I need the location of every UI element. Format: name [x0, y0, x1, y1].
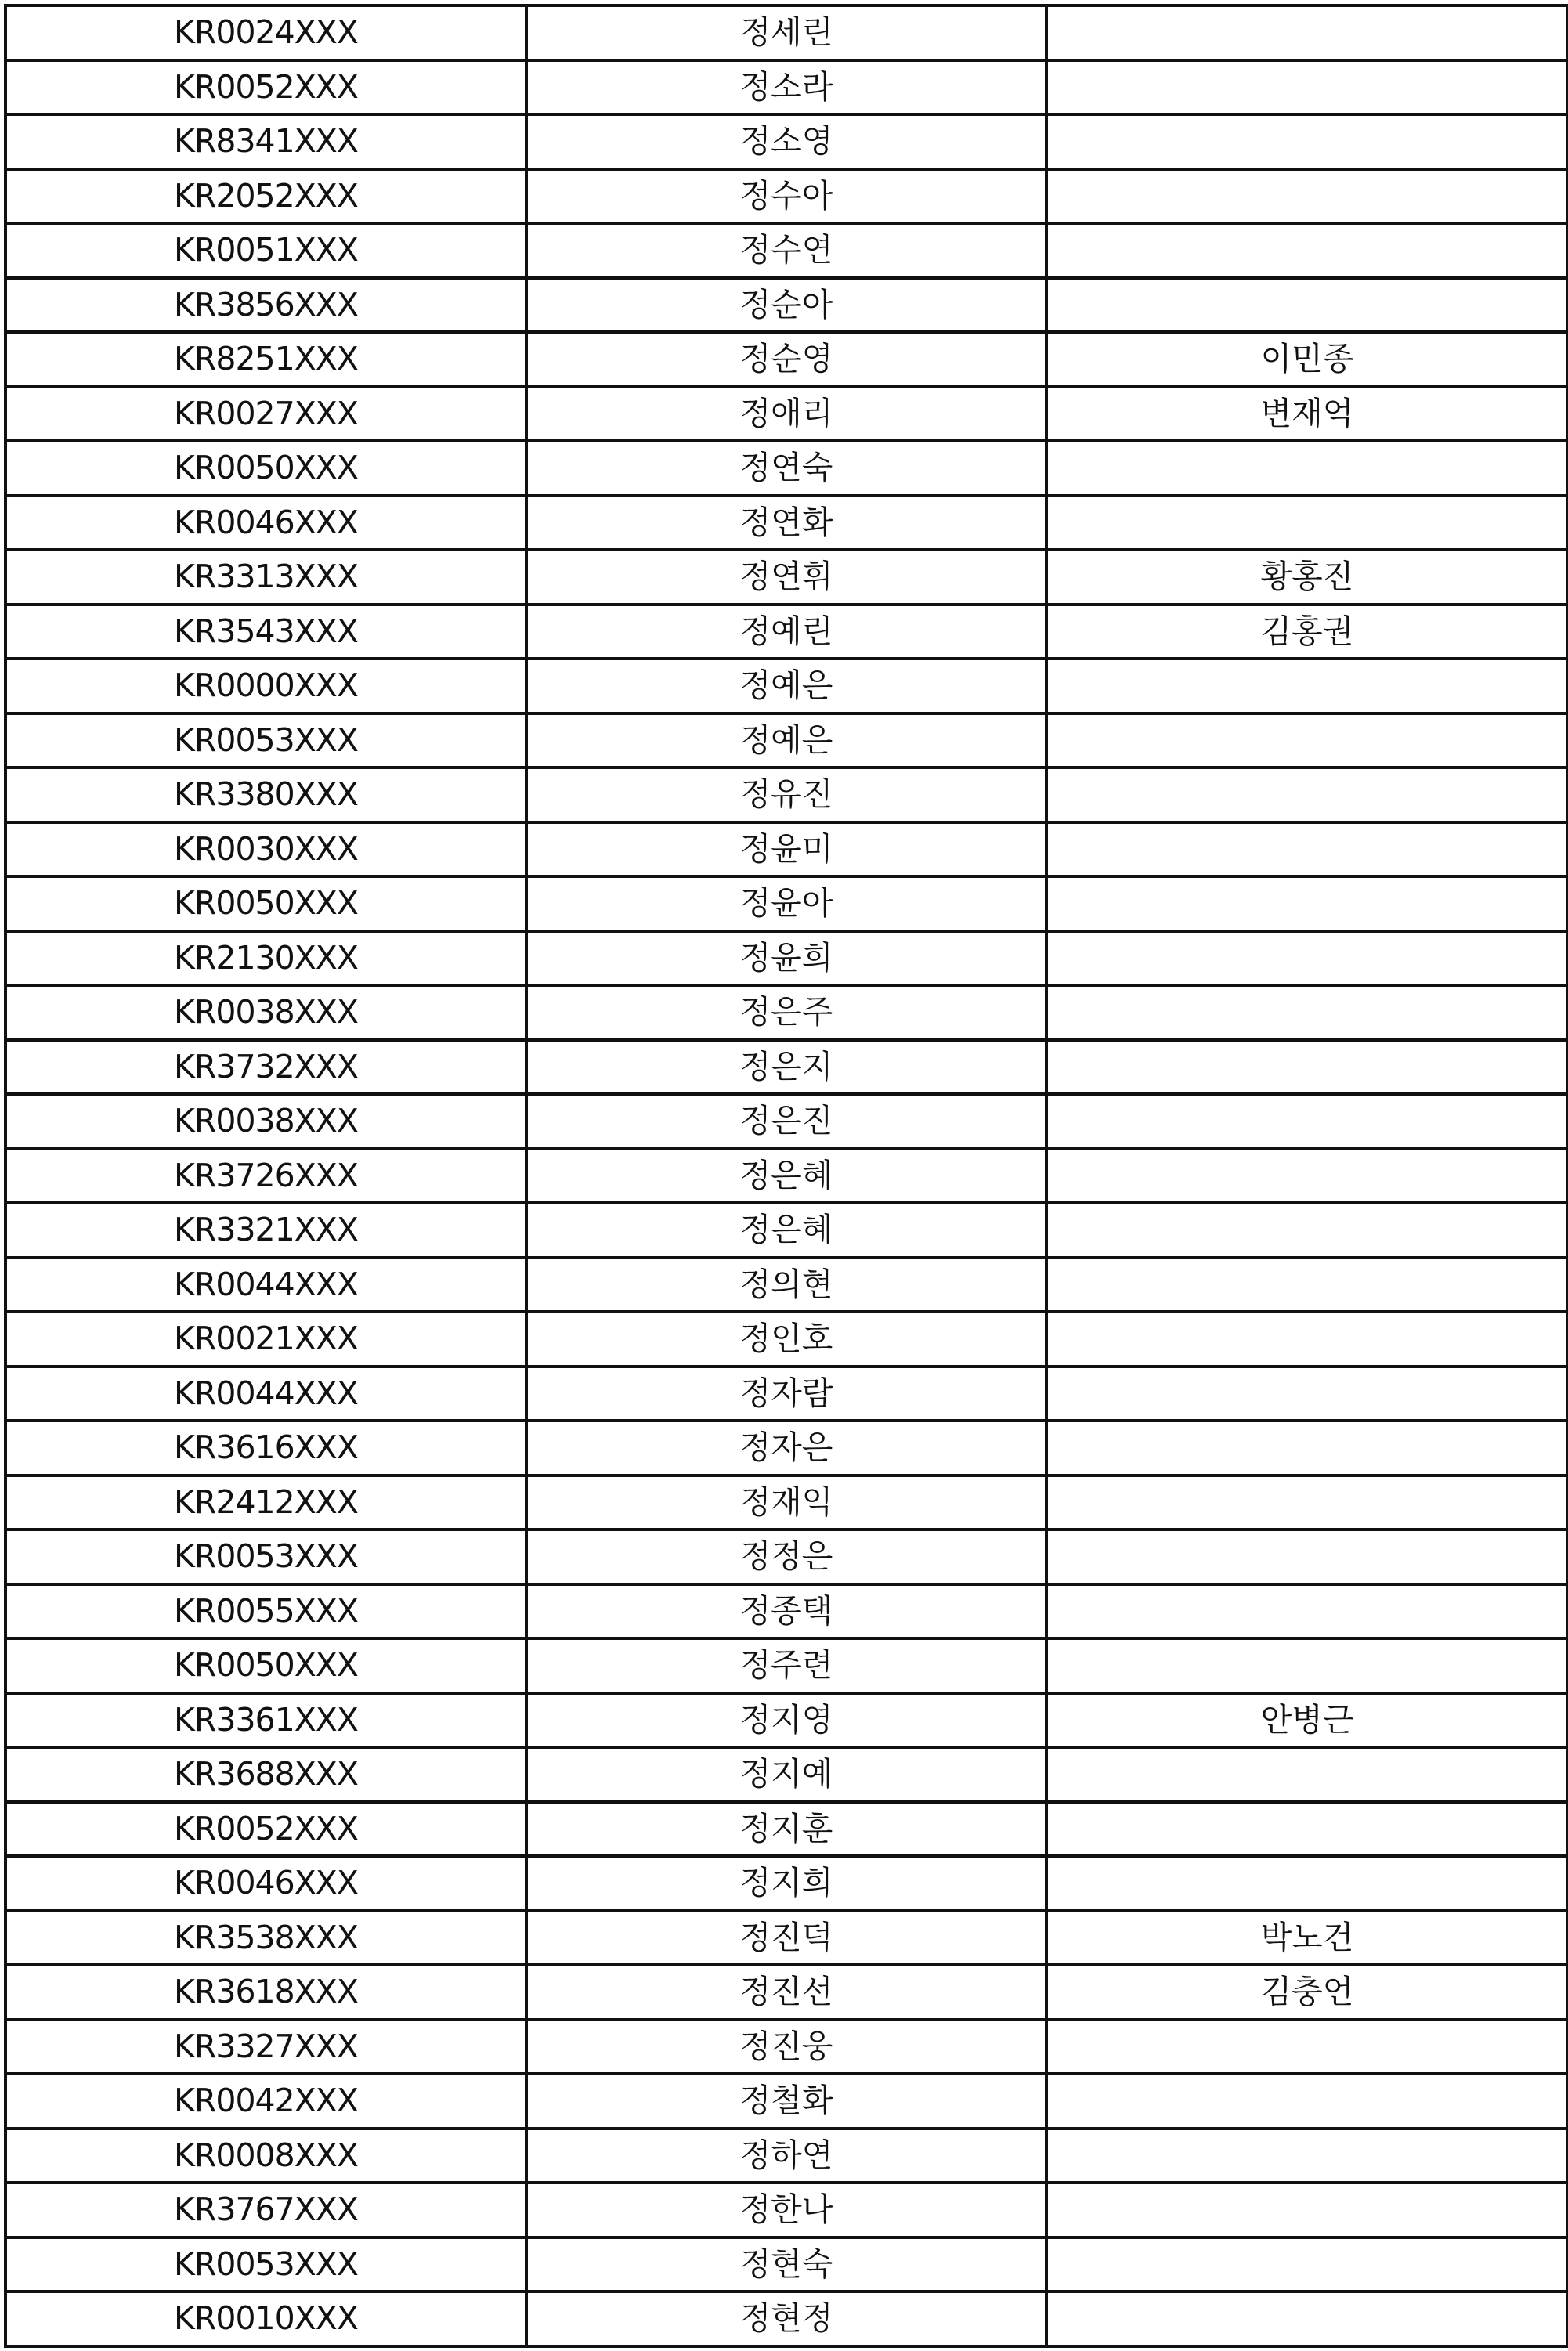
name-cell: 정재익 — [526, 1475, 1046, 1530]
table-row — [5, 2129, 1568, 2183]
reference-cell — [1046, 767, 1568, 822]
name-cell: 정종택 — [526, 1584, 1046, 1639]
code-cell: KR3538XXX — [5, 1911, 526, 1966]
reference-cell: 변재억 — [1046, 387, 1568, 442]
name-cell: 정예은 — [526, 659, 1046, 713]
code-cell: KR0008XXX — [5, 2129, 526, 2183]
reference-cell — [1046, 1475, 1568, 1530]
reference-cell — [1046, 931, 1568, 986]
table-row — [5, 2237, 1568, 2292]
table-row — [5, 169, 1568, 224]
table-row — [5, 1747, 1568, 1802]
reference-cell — [1046, 1856, 1568, 1911]
code-cell: KR0044XXX — [5, 1367, 526, 1421]
code-cell: KR0052XXX — [5, 60, 526, 115]
code-cell: KR3361XXX — [5, 1693, 526, 1748]
code-cell: KR0038XXX — [5, 1094, 526, 1149]
reference-cell — [1046, 713, 1568, 768]
reference-cell: 박노건 — [1046, 1911, 1568, 1966]
reference-cell — [1046, 2074, 1568, 2129]
table-row — [5, 876, 1568, 931]
code-cell: KR0024XXX — [5, 5, 526, 60]
reference-cell — [1046, 985, 1568, 1040]
code-cell: KR3856XXX — [5, 278, 526, 333]
name-cell: 정세린 — [526, 5, 1046, 60]
table-row — [5, 822, 1568, 877]
name-cell: 정윤미 — [526, 822, 1046, 877]
table-row — [5, 1965, 1568, 2020]
name-cell: 정애리 — [526, 387, 1046, 442]
table-row — [5, 2183, 1568, 2237]
name-cell: 정은진 — [526, 1094, 1046, 1149]
name-cell: 정예은 — [526, 713, 1046, 768]
table-row — [5, 605, 1568, 659]
code-cell: KR3732XXX — [5, 1040, 526, 1095]
table-row — [5, 1367, 1568, 1421]
table-row — [5, 659, 1568, 713]
name-cell: 정지훈 — [526, 1802, 1046, 1857]
code-cell: KR0051XXX — [5, 223, 526, 278]
table-row — [5, 713, 1568, 768]
table-row — [5, 496, 1568, 551]
name-cell: 정수아 — [526, 169, 1046, 224]
reference-cell — [1046, 496, 1568, 551]
roster-table — [4, 4, 1568, 2348]
name-cell: 정소영 — [526, 114, 1046, 169]
reference-cell — [1046, 659, 1568, 713]
reference-cell — [1046, 1802, 1568, 1857]
code-cell: KR3618XXX — [5, 1965, 526, 2020]
code-cell: KR0044XXX — [5, 1258, 526, 1313]
table-row — [5, 387, 1568, 442]
table-row — [5, 1094, 1568, 1149]
code-cell: KR0038XXX — [5, 985, 526, 1040]
name-cell: 정은혜 — [526, 1149, 1046, 1204]
name-cell: 정현정 — [526, 2291, 1046, 2346]
name-cell: 정윤아 — [526, 876, 1046, 931]
reference-cell: 김홍권 — [1046, 605, 1568, 659]
name-cell: 정진덕 — [526, 1911, 1046, 1966]
reference-cell: 황홍진 — [1046, 550, 1568, 605]
table-row — [5, 1693, 1568, 1748]
table-row — [5, 278, 1568, 333]
reference-cell — [1046, 278, 1568, 333]
name-cell: 정지예 — [526, 1747, 1046, 1802]
code-cell: KR0050XXX — [5, 1638, 526, 1693]
name-cell: 정진웅 — [526, 2020, 1046, 2075]
code-cell: KR0050XXX — [5, 441, 526, 496]
name-cell: 정자은 — [526, 1421, 1046, 1475]
table-row — [5, 985, 1568, 1040]
table-row — [5, 1529, 1568, 1584]
code-cell: KR8341XXX — [5, 114, 526, 169]
code-cell: KR0055XXX — [5, 1584, 526, 1639]
table-row — [5, 767, 1568, 822]
table-row — [5, 114, 1568, 169]
reference-cell — [1046, 441, 1568, 496]
name-cell: 정연화 — [526, 496, 1046, 551]
code-cell: KR0030XXX — [5, 822, 526, 877]
name-cell: 정유진 — [526, 767, 1046, 822]
code-cell: KR0046XXX — [5, 496, 526, 551]
code-cell: KR0053XXX — [5, 1529, 526, 1584]
reference-cell — [1046, 2183, 1568, 2237]
document-page — [4, 4, 1566, 2348]
reference-cell — [1046, 1529, 1568, 1584]
name-cell: 정진선 — [526, 1965, 1046, 2020]
reference-cell — [1046, 2020, 1568, 2075]
code-cell: KR3313XXX — [5, 550, 526, 605]
reference-cell — [1046, 2291, 1568, 2346]
name-cell: 정예린 — [526, 605, 1046, 659]
table-row — [5, 2020, 1568, 2075]
reference-cell: 이민종 — [1046, 332, 1568, 387]
name-cell: 정순아 — [526, 278, 1046, 333]
name-cell: 정수연 — [526, 223, 1046, 278]
code-cell: KR8251XXX — [5, 332, 526, 387]
table-row — [5, 1802, 1568, 1857]
code-cell: KR3327XXX — [5, 2020, 526, 2075]
name-cell: 정은지 — [526, 1040, 1046, 1095]
reference-cell — [1046, 1638, 1568, 1693]
table-row — [5, 1475, 1568, 1530]
table-row — [5, 2291, 1568, 2346]
table-row — [5, 1421, 1568, 1475]
code-cell: KR0021XXX — [5, 1312, 526, 1367]
reference-cell — [1046, 2237, 1568, 2292]
code-cell: KR3380XXX — [5, 767, 526, 822]
reference-cell — [1046, 1421, 1568, 1475]
name-cell: 정은혜 — [526, 1203, 1046, 1258]
code-cell: KR3616XXX — [5, 1421, 526, 1475]
table-row — [5, 1911, 1568, 1966]
table-row — [5, 5, 1568, 60]
reference-cell — [1046, 1367, 1568, 1421]
name-cell: 정정은 — [526, 1529, 1046, 1584]
name-cell: 정철화 — [526, 2074, 1046, 2129]
code-cell: KR0027XXX — [5, 387, 526, 442]
table-row — [5, 1203, 1568, 1258]
name-cell: 정의현 — [526, 1258, 1046, 1313]
reference-cell — [1046, 5, 1568, 60]
table-row — [5, 1856, 1568, 1911]
name-cell: 정한나 — [526, 2183, 1046, 2237]
code-cell: KR0000XXX — [5, 659, 526, 713]
table-row — [5, 1638, 1568, 1693]
table-row — [5, 2074, 1568, 2129]
reference-cell — [1046, 1149, 1568, 1204]
reference-cell — [1046, 2129, 1568, 2183]
table-row — [5, 1149, 1568, 1204]
name-cell: 정인호 — [526, 1312, 1046, 1367]
table-row — [5, 223, 1568, 278]
table-row — [5, 1584, 1568, 1639]
code-cell: KR2412XXX — [5, 1475, 526, 1530]
table-row — [5, 441, 1568, 496]
name-cell: 정하연 — [526, 2129, 1046, 2183]
reference-cell — [1046, 1747, 1568, 1802]
table-row — [5, 1040, 1568, 1095]
name-cell: 정지희 — [526, 1856, 1046, 1911]
reference-cell: 안병근 — [1046, 1693, 1568, 1748]
name-cell: 정윤희 — [526, 931, 1046, 986]
code-cell: KR3543XXX — [5, 605, 526, 659]
code-cell: KR0052XXX — [5, 1802, 526, 1857]
table-row — [5, 1312, 1568, 1367]
name-cell: 정순영 — [526, 332, 1046, 387]
table-row — [5, 332, 1568, 387]
name-cell: 정소라 — [526, 60, 1046, 115]
reference-cell — [1046, 1203, 1568, 1258]
code-cell: KR0046XXX — [5, 1856, 526, 1911]
reference-cell — [1046, 822, 1568, 877]
reference-cell — [1046, 1040, 1568, 1095]
code-cell: KR3688XXX — [5, 1747, 526, 1802]
code-cell: KR3767XXX — [5, 2183, 526, 2237]
reference-cell: 김충언 — [1046, 1965, 1568, 2020]
reference-cell — [1046, 1312, 1568, 1367]
code-cell: KR0053XXX — [5, 2237, 526, 2292]
code-cell: KR0010XXX — [5, 2291, 526, 2346]
name-cell: 정현숙 — [526, 2237, 1046, 2292]
table-row — [5, 931, 1568, 986]
code-cell: KR3321XXX — [5, 1203, 526, 1258]
reference-cell — [1046, 223, 1568, 278]
code-cell: KR0053XXX — [5, 713, 526, 768]
reference-cell — [1046, 876, 1568, 931]
name-cell: 정연휘 — [526, 550, 1046, 605]
table-row — [5, 550, 1568, 605]
code-cell: KR0050XXX — [5, 876, 526, 931]
name-cell: 정주련 — [526, 1638, 1046, 1693]
code-cell: KR0042XXX — [5, 2074, 526, 2129]
table-row — [5, 60, 1568, 115]
table-row — [5, 1258, 1568, 1313]
code-cell: KR3726XXX — [5, 1149, 526, 1204]
code-cell: KR2130XXX — [5, 931, 526, 986]
reference-cell — [1046, 1258, 1568, 1313]
reference-cell — [1046, 114, 1568, 169]
name-cell: 정자람 — [526, 1367, 1046, 1421]
name-cell: 정은주 — [526, 985, 1046, 1040]
code-cell: KR2052XXX — [5, 169, 526, 224]
reference-cell — [1046, 60, 1568, 115]
reference-cell — [1046, 1094, 1568, 1149]
reference-cell — [1046, 1584, 1568, 1639]
reference-cell — [1046, 169, 1568, 224]
name-cell: 정연숙 — [526, 441, 1046, 496]
roster-table-body — [5, 5, 1568, 2346]
name-cell: 정지영 — [526, 1693, 1046, 1748]
